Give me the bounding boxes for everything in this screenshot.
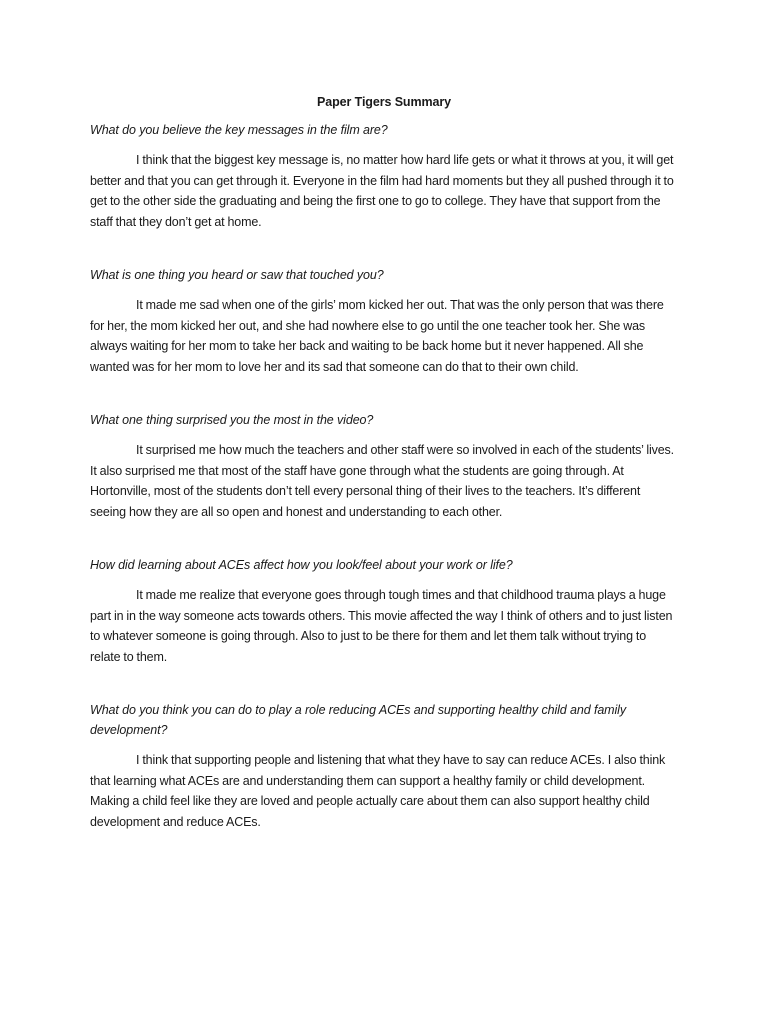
document-body (90, 93, 678, 832)
question-2: What is one thing you heard or saw that touched you? (90, 268, 384, 282)
question-1: What do you believe the key messages in the film are? (90, 123, 388, 137)
document-title: Paper Tigers Summary (317, 95, 451, 109)
question-4: How did learning about ACEs affect how you look/feel about your work or life? (90, 558, 513, 572)
answer-4: It made me realize that everyone goes through tough times and that childhood trauma plays a huge part in in the way someone acts towards others. This movie affected the way I think of others and to just listen to whatever someone is going through. Also to just to be there for them and let them talk without trying to relate to them. (90, 588, 673, 664)
qa-section-3 (90, 410, 678, 522)
answer-3: It surprised me how much the teachers and other staff were so involved in each of the students’ lives. It also surprised me that most of the staff have gone through what the students are going through. At Hortonville, most of the students don’t tell every personal thing of their lives to the teachers. It’s different seeing how they are all so open and honest and understanding to each other. (90, 443, 674, 519)
question-3: What one thing surprised you the most in the video? (90, 413, 374, 427)
qa-section-1 (90, 120, 678, 232)
qa-section-5 (90, 700, 678, 832)
question-5: What do you think you can do to play a role reducing ACEs and supporting healthy child and family development? (90, 703, 626, 737)
answer-1: I think that the biggest key message is, no matter how hard life gets or what it throws at you, it will get better and that you can get through it. Everyone in the film had hard moments but they all pushed through it to get to the other side the graduating and being the first one to go to college. They have that support from the staff that they don’t get at home. (90, 153, 674, 229)
qa-section-2 (90, 265, 678, 377)
qa-section-4 (90, 555, 678, 667)
answer-5: I think that supporting people and listening that what they have to say can reduce ACEs. I also think that learning what ACEs are and understanding them can support a healthy family or child development. Making a child feel like they are loved and people actually care about them can also support healthy child development and reduce ACEs. (90, 753, 666, 829)
answer-2: It made me sad when one of the girls’ mom kicked her out. That was the only person that was there for her, the mom kicked her out, and she had nowhere else to go until the one teacher took her. She was always waiting for her mom to take her back and waiting to be back home but it never happened. All she wanted was for her mom to love her and its sad that someone can do that to their own child. (90, 298, 664, 374)
